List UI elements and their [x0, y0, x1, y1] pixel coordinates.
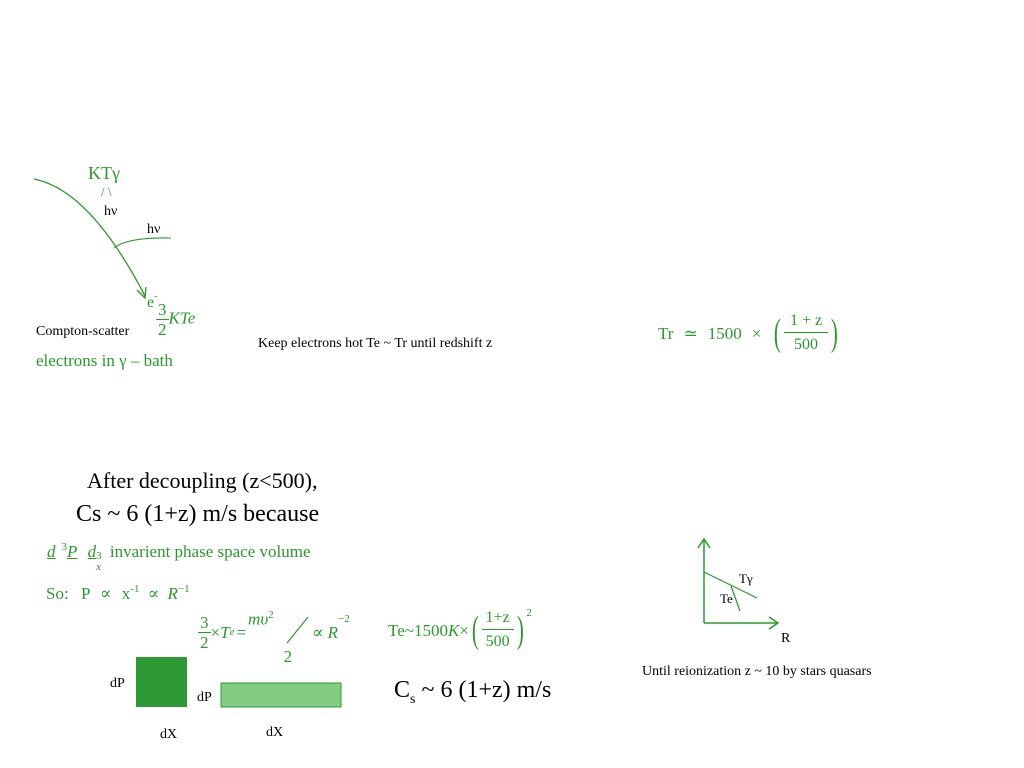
compton-scatter-label: Compton-scatter — [36, 324, 130, 339]
keep-electrons-hot-text: Keep electrons hot Te ~ Tr until redshift z — [258, 336, 493, 351]
kt-gamma-label: KTγ — [88, 163, 120, 183]
dx-label-2: dX — [266, 725, 284, 740]
sound-speed-result: $C_s$ ~ 6 (1+z) m/s — [394, 677, 552, 707]
phase-space-line: d $^3$P d 3 x invarient phase space volume — [47, 541, 311, 573]
reionization-text: Until reionization z ~ 10 by stars quasars — [642, 664, 872, 679]
te-formula: Te ~ 1500 K × ( $\frac{1+z}{500}$ ) $^2$ — [388, 607, 532, 651]
graph-t-gamma-label: Tγ — [739, 571, 753, 586]
dx-label-1: dX — [160, 727, 178, 742]
photon-hv-label-1: hν — [104, 204, 118, 219]
photon-in-marks: / \ — [101, 184, 112, 199]
electron-energy-expression: $\frac{3}{2}$ KTe — [158, 300, 196, 339]
decoupling-heading-line1: After decoupling (z<500), — [87, 468, 318, 493]
tr-formula: Tr ≃ 1500 × ( $\frac{1 + z}{500}$ ) — [658, 312, 838, 354]
outgoing-photon-line — [114, 238, 171, 248]
graph-r-axis-label: R — [781, 631, 791, 646]
dp-label-1: dP — [110, 676, 125, 691]
electron-trajectory — [34, 179, 145, 296]
photon-hv-label-2: hν — [147, 222, 161, 237]
graph-te-label: Te — [720, 591, 733, 606]
dp-label-2: dP — [197, 690, 212, 705]
gamma-bath-label: electrons in γ – bath — [36, 351, 173, 370]
dark-green-box — [136, 657, 187, 707]
electron-label: e- — [147, 291, 158, 311]
thermal-energy-equation: $\frac{3}{2}$ × T e = $m\upsilon^2$ 2 ∝ R $^{-2}$ — [200, 609, 350, 666]
so-proportionality-line: So: $P \propto x^{-1} \propto R^{-1}$ — [46, 583, 190, 603]
decoupling-heading-line2: Cs ~ 6 (1+z) m/s because — [76, 501, 320, 527]
light-green-box — [221, 683, 341, 707]
